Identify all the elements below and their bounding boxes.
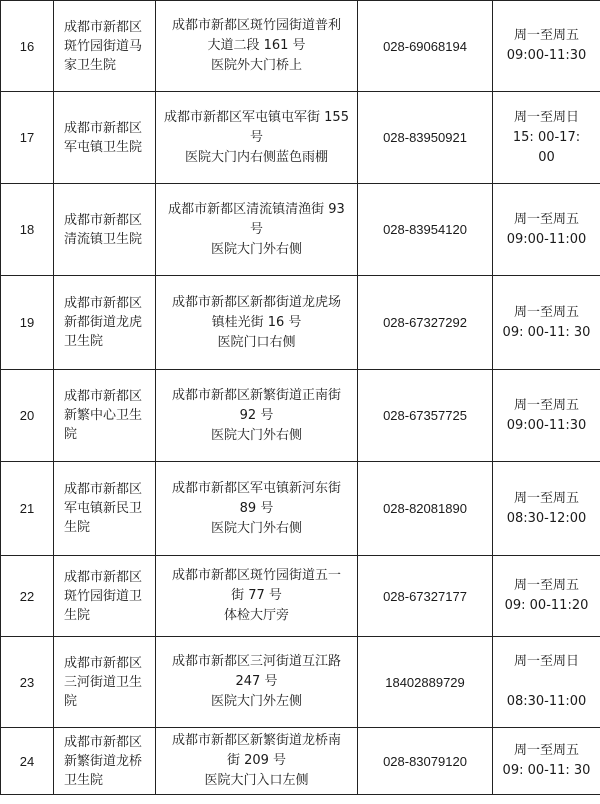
table-row [1, 1, 600, 92]
hospital-address: 成都市新都区新都街道龙虎场 镇桂光街 16 号 医院门口右侧 [156, 276, 358, 370]
service-hours: 周一至周五 08:30-12:00 [493, 462, 600, 556]
service-hours: 周一至周日 15: 00-17: 00 [493, 92, 600, 184]
hospital-address: 成都市新都区新繁街道龙桥南 街 209 号 医院大门入口左侧 [156, 728, 358, 795]
service-hours: 周一至周五 09: 00-11: 30 [493, 276, 600, 370]
hospital-phone: 028-69068194 [358, 1, 493, 92]
hospital-address: 成都市新都区斑竹园街道五一 街 77 号 体检大厅旁 [156, 556, 358, 637]
row-number: 16 [1, 1, 54, 92]
hospital-address: 成都市新都区军屯镇新河东街 89 号 医院大门外右侧 [156, 462, 358, 556]
service-hours: 周一至周五 09:00-11:30 [493, 1, 600, 92]
table-row [1, 184, 600, 276]
hospital-name: 成都市新都区 清流镇卫生院 [54, 184, 156, 276]
hospital-name: 成都市新都区 新繁中心卫生 院 [54, 370, 156, 462]
service-hours: 周一至周日 08:30-11:00 [493, 637, 600, 728]
row-number: 17 [1, 92, 54, 184]
hospital-address: 成都市新都区新繁街道正南街 92 号 医院大门外右侧 [156, 370, 358, 462]
hospital-phone: 028-82081890 [358, 462, 493, 556]
table-row [1, 276, 600, 370]
row-number: 23 [1, 637, 54, 728]
service-hours: 周一至周五 09:00-11:30 [493, 370, 600, 462]
hospital-address: 成都市新都区三河街道互江路 247 号 医院大门外左侧 [156, 637, 358, 728]
hospital-phone: 028-83950921 [358, 92, 493, 184]
hospital-address: 成都市新都区清流镇清渔街 93 号 医院大门外右侧 [156, 184, 358, 276]
table-row [1, 728, 600, 795]
hospital-phone: 028-67327177 [358, 556, 493, 637]
hospital-name: 成都市新都区 斑竹园街道卫 生院 [54, 556, 156, 637]
hospital-phone: 028-83079120 [358, 728, 493, 795]
row-number: 19 [1, 276, 54, 370]
hospital-name: 成都市新都区 军屯镇新民卫 生院 [54, 462, 156, 556]
hospital-address: 成都市新都区斑竹园街道普利 大道二段 161 号 医院外大门桥上 [156, 1, 358, 92]
service-hours: 周一至周五 09: 00-11: 30 [493, 728, 600, 795]
table-row [1, 370, 600, 462]
table-row [1, 556, 600, 637]
table-row [1, 462, 600, 556]
hospital-name: 成都市新都区 三河街道卫生 院 [54, 637, 156, 728]
hospital-phone: 18402889729 [358, 637, 493, 728]
hospital-address: 成都市新都区军屯镇屯军街 155 号 医院大门内右侧蓝色雨棚 [156, 92, 358, 184]
hospital-name: 成都市新都区 军屯镇卫生院 [54, 92, 156, 184]
hospital-phone: 028-67357725 [358, 370, 493, 462]
hospital-name: 成都市新都区 斑竹园街道马 家卫生院 [54, 1, 156, 92]
hospital-phone: 028-67327292 [358, 276, 493, 370]
row-number: 20 [1, 370, 54, 462]
row-number: 24 [1, 728, 54, 795]
service-hours: 周一至周五 09:00-11:00 [493, 184, 600, 276]
table-row [1, 92, 600, 184]
hospital-phone: 028-83954120 [358, 184, 493, 276]
table-row [1, 637, 600, 728]
row-number: 21 [1, 462, 54, 556]
hospital-name: 成都市新都区 新都街道龙虎 卫生院 [54, 276, 156, 370]
row-number: 22 [1, 556, 54, 637]
row-number: 18 [1, 184, 54, 276]
service-hours: 周一至周五 09: 00-11:20 [493, 556, 600, 637]
hospital-name: 成都市新都区 新繁街道龙桥 卫生院 [54, 728, 156, 795]
